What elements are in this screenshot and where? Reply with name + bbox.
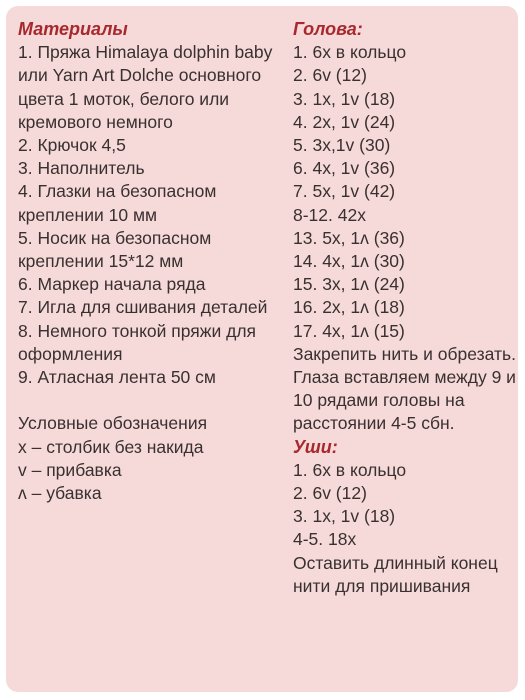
- ears-note: Оставить длинный конец нити для пришивания: [293, 552, 503, 596]
- head-note-fasten: Закрепить нить и обрезать.: [293, 343, 516, 364]
- head-row-14: 14. 4x, 1ʌ (30): [293, 251, 405, 272]
- material-item-3: 3. Наполнитель: [18, 158, 145, 179]
- material-item-8: 8. Немного тонкой пряжи для оформления: [18, 320, 261, 364]
- head-row-6: 6. 4x, 1v (36): [293, 158, 396, 179]
- spacer: [18, 389, 288, 412]
- pattern-card: [6, 6, 521, 692]
- head-row-3: 3. 1x, 1v (18): [293, 88, 396, 109]
- head-row-5: 5. 3x,1v (30): [293, 135, 391, 156]
- material-item-5: 5. Носик на безопасном креплении 15*12 мм: [18, 227, 217, 272]
- ears-row-4-5: 4-5. 18x: [293, 529, 357, 550]
- head-row-15: 15. 3x, 1ʌ (24): [293, 274, 405, 295]
- materials-column: [18, 18, 288, 505]
- material-item-7: 7. Игла для сшивания деталей: [18, 297, 268, 318]
- legend-item-increase: v – прибавка: [18, 459, 122, 480]
- material-item-2: 2. Крючок 4,5: [18, 135, 126, 156]
- head-row-17: 17. 4x, 1ʌ (15): [293, 320, 405, 341]
- pattern-column: [293, 18, 521, 598]
- head-row-16: 16. 2x, 1ʌ (18): [293, 297, 405, 318]
- head-row-13: 13. 5x, 1ʌ (36): [293, 227, 405, 248]
- head-row-2: 2. 6v (12): [293, 65, 367, 86]
- material-item-1: 1. Пряжа Himalaya dolphin baby или Yarn Art Dolche основного цвета 1 моток, белого или кремового немного: [18, 42, 278, 132]
- materials-heading: Материалы: [18, 19, 128, 39]
- head-row-8-12: 8-12. 42x: [293, 204, 366, 225]
- ears-heading: Уши:: [293, 436, 338, 457]
- head-row-4: 4. 2x, 1v (24): [293, 111, 396, 132]
- material-item-9: 9. Атласная лента 50 см: [18, 367, 216, 388]
- head-row-1: 1. 6х в кольцо: [293, 42, 407, 63]
- ears-row-3: 3. 1x, 1v (18): [293, 506, 396, 527]
- material-item-6: 6. Маркер начала ряда: [18, 274, 206, 295]
- ears-row-2: 2. 6v (12): [293, 483, 367, 504]
- legend-item-decrease: ʌ – убавка: [18, 483, 102, 504]
- head-note-eyes: Глаза вставляем между 9 и 10 рядами головы на расстоянии 4-5 сбн.: [293, 367, 521, 434]
- legend-item-stitch: x – столбик без накида: [18, 436, 204, 457]
- ears-row-1: 1. 6х в кольцо: [293, 459, 407, 480]
- head-row-7: 7. 5x, 1v (42): [293, 181, 396, 202]
- legend-title: Условные обозначения: [18, 413, 208, 434]
- head-heading: Голова:: [293, 19, 363, 39]
- material-item-4: 4. Глазки на безопасном креплении 10 мм: [18, 181, 222, 225]
